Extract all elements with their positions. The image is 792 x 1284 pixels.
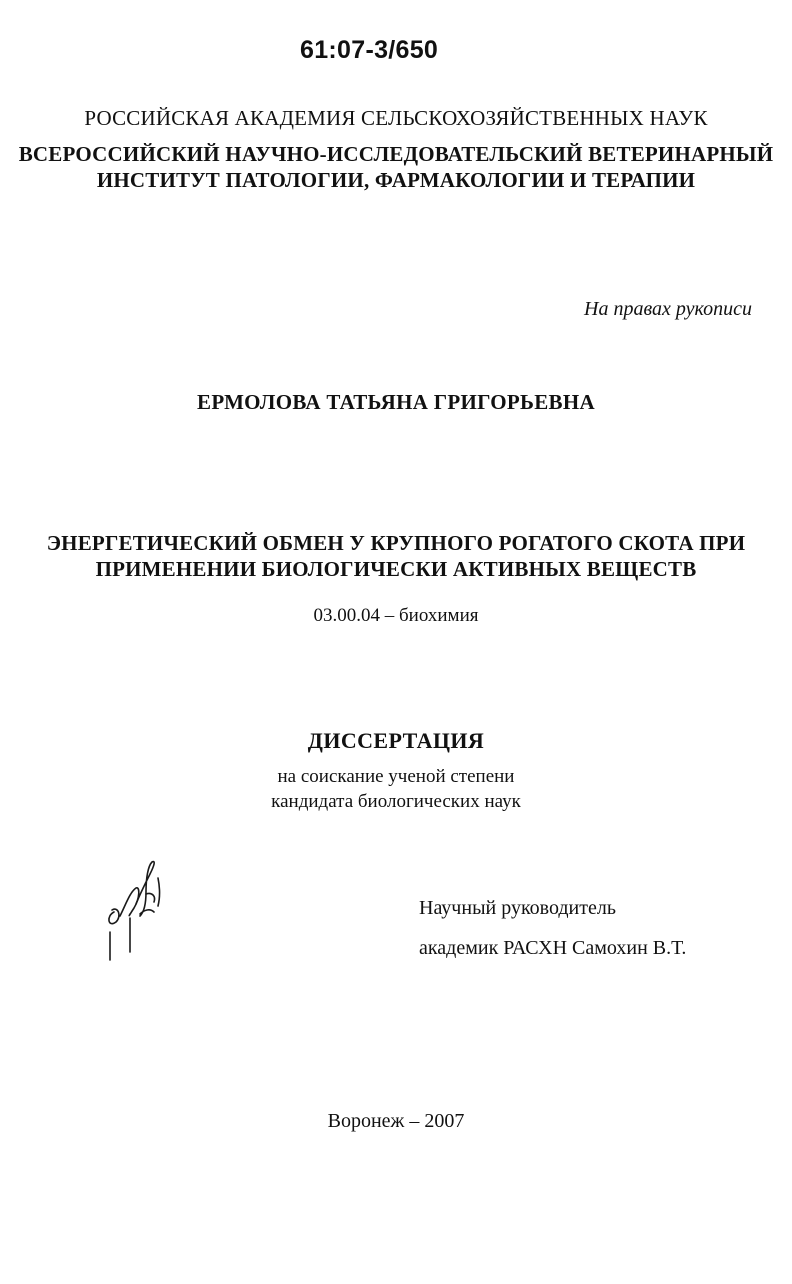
institute-name <box>0 141 792 193</box>
supervisor-label: Научный руководитель <box>419 897 616 919</box>
signature-icon <box>100 852 170 964</box>
institute-line-2: ИНСТИТУТ ПАТОЛОГИИ, ФАРМАКОЛОГИИ И ТЕРАПИИ <box>96 168 696 192</box>
degree-line-1: на соискание ученой степени <box>277 766 515 787</box>
academy-name: РОССИЙСКАЯ АКАДЕМИЯ СЕЛЬСКОХОЗЯЙСТВЕННЫХ НАУК <box>84 106 708 130</box>
rights-note: На правах рукописи <box>584 298 752 320</box>
thesis-title-line-1: ЭНЕРГЕТИЧЕСКИЙ ОБМЕН У КРУПНОГО РОГАТОГО СКОТА ПРИ <box>46 531 746 555</box>
degree-line-2: кандидата биологических наук <box>271 791 521 812</box>
degree-description <box>0 764 792 814</box>
document-type: ДИССЕРТАЦИЯ <box>307 728 485 753</box>
thesis-title <box>0 530 792 582</box>
supervisor-block <box>419 888 686 968</box>
catalog-number: 61:07-3/650 <box>300 36 439 64</box>
city-year: Воронеж – 2007 <box>327 1110 465 1132</box>
specialty-code: 03.00.04 – биохимия <box>313 605 479 626</box>
institute-line-1: ВСЕРОССИЙСКИЙ НАУЧНО-ИССЛЕДОВАТЕЛЬСКИЙ ВЕТЕРИНАРНЫЙ <box>18 142 774 166</box>
supervisor-name: академик РАСХН Самохин В.Т. <box>419 937 687 959</box>
thesis-title-line-2: ПРИМЕНЕНИИ БИОЛОГИЧЕСКИ АКТИВНЫХ ВЕЩЕСТВ <box>95 557 697 581</box>
author-name: ЕРМОЛОВА ТАТЬЯНА ГРИГОРЬЕВНА <box>197 390 595 414</box>
